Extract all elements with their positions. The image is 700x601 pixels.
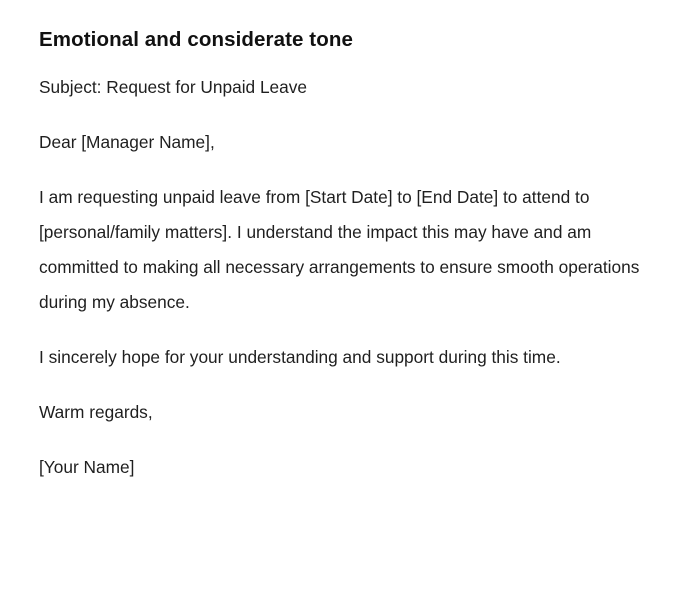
email-body-paragraph: I am requesting unpaid leave from [Start Date] to [End Date] to attend to [personal/family matters]. I understand the impact this may have and am committed to making all necessary arrangements to ensure smooth operations during my absence. — [39, 187, 640, 312]
email-salutation: Dear [Manager Name], — [39, 132, 215, 152]
page-title: Emotional and considerate tone — [39, 28, 353, 51]
email-signature-placeholder: [Your Name] — [39, 457, 135, 477]
email-closing: Warm regards, — [39, 402, 153, 422]
email-subject-line: Subject: Request for Unpaid Leave — [39, 77, 308, 97]
email-body-paragraph: I sincerely hope for your understanding and support during this time. — [39, 347, 561, 367]
